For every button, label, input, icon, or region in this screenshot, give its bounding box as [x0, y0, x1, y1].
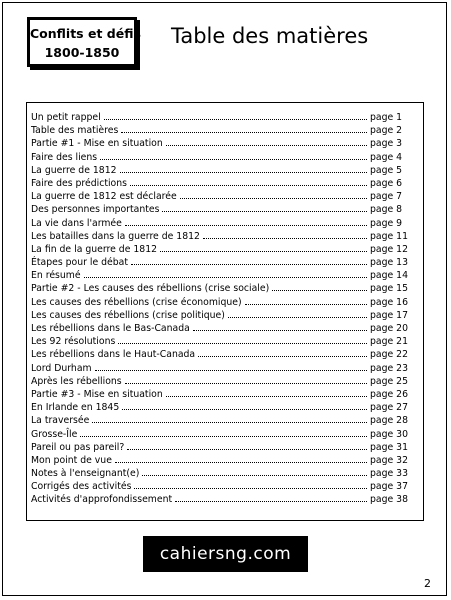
series-title: Conflits et défis	[30, 26, 141, 41]
table-of-contents	[31, 111, 416, 507]
toc-entry-page: page 1	[370, 112, 403, 123]
toc-entry	[31, 322, 416, 335]
dot-leader	[121, 124, 367, 133]
page-number: 2	[424, 577, 431, 590]
toc-entry-title: Table des matières	[31, 125, 119, 137]
dot-leader	[127, 441, 367, 450]
toc-entry	[31, 296, 416, 309]
toc-entry	[31, 217, 416, 230]
dot-leader	[125, 217, 367, 226]
toc-entry-page: page 38	[370, 494, 409, 506]
toc-entry-title: La guerre de 1812	[31, 164, 117, 176]
toc-entry-title: Activités d'approfondissement	[31, 494, 173, 506]
toc-entry-title: La fin de la guerre de 1812	[31, 243, 158, 255]
dot-leader	[203, 230, 367, 239]
toc-entry	[31, 124, 416, 137]
toc-entry-page: page 25	[370, 375, 409, 387]
dot-leader	[180, 190, 367, 199]
toc-entry	[31, 348, 416, 361]
toc-entry-page: page 17	[370, 309, 409, 321]
toc-entry	[31, 493, 416, 506]
toc-entry	[31, 243, 416, 256]
toc-entry-title: En Irlande en 1845	[31, 402, 120, 414]
toc-entry	[31, 164, 416, 177]
toc-entry	[31, 309, 416, 322]
toc-entry-page: page 16	[370, 296, 409, 308]
toc-entry-title: Faire des liens	[31, 151, 98, 163]
toc-entry-page: page 6	[370, 177, 403, 189]
toc-entry-page: page 27	[370, 402, 409, 414]
page-title: Table des matières	[171, 24, 369, 48]
toc-entry-page: page 26	[370, 388, 409, 400]
toc-entry	[31, 203, 416, 216]
toc-entry-title: Partie #2 - Les causes des rébellions (crise sociale)	[31, 283, 270, 295]
toc-entry	[31, 480, 416, 493]
dot-leader	[125, 375, 367, 384]
dot-leader	[166, 388, 367, 397]
dot-leader	[160, 243, 367, 252]
toc-entry	[31, 137, 416, 150]
toc-entry	[31, 428, 416, 441]
site-name: cahiersng.com	[159, 544, 292, 564]
toc-entry-page: page 3	[370, 138, 403, 150]
toc-entry-title: Après les rébellions	[31, 375, 122, 387]
series-years: 1800-1850	[44, 45, 120, 60]
toc-entry	[31, 454, 416, 467]
toc-entry-page: page 8	[370, 204, 403, 216]
dot-leader	[175, 493, 367, 502]
dot-leader	[122, 401, 367, 410]
toc-entry-title: Partie #1 - Mise en situation	[31, 138, 163, 150]
toc-entry-page: page 12	[370, 243, 409, 255]
toc-entry-title: La vie dans l'armée	[31, 217, 122, 229]
dot-leader	[193, 322, 367, 331]
dot-leader	[142, 467, 367, 476]
toc-entry	[31, 467, 416, 480]
toc-entry-page: page 20	[370, 323, 409, 334]
toc-entry	[31, 375, 416, 388]
toc-entry-title: Un petit rappel	[31, 112, 101, 123]
dot-leader	[100, 151, 367, 160]
toc-entry-page: page 5	[370, 164, 403, 176]
toc-entry-title: Les causes des rébellions (crise économique)	[31, 296, 242, 308]
dot-leader	[228, 309, 367, 318]
dot-leader	[130, 177, 367, 186]
toc-entry-title: Pareil ou pas pareil?	[31, 441, 125, 453]
toc-entry-title: Notes à l'enseignant(e)	[31, 468, 140, 480]
toc-entry	[31, 190, 416, 203]
toc-entry-page: page 9	[370, 217, 403, 229]
toc-entry-title: Lord Durham	[31, 362, 92, 374]
toc-entry	[31, 230, 416, 243]
toc-entry	[31, 401, 416, 414]
toc-entry-title: Étapes pour le débat	[31, 257, 129, 269]
toc-entry-title: La traversée	[31, 415, 90, 427]
toc-entry-title: Mon point de vue	[31, 454, 112, 466]
toc-entry-page: page 28	[370, 415, 409, 427]
dot-leader	[198, 348, 367, 357]
dot-leader	[162, 203, 367, 212]
toc-entry-page: page 30	[370, 428, 409, 440]
dot-leader	[272, 282, 367, 291]
toc-entry	[31, 111, 416, 124]
toc-entry	[31, 388, 416, 401]
toc-entry-page: page 37	[370, 481, 409, 493]
dot-leader	[118, 335, 367, 344]
toc-entry-page: page 2	[370, 125, 403, 137]
toc-entry	[31, 362, 416, 375]
toc-entry-page: page 4	[370, 151, 403, 163]
toc-entry	[31, 256, 416, 269]
dot-leader	[104, 111, 367, 120]
toc-entry-page: page 22	[370, 349, 409, 361]
dot-leader	[92, 414, 367, 423]
dot-leader	[131, 256, 367, 265]
toc-entry	[31, 441, 416, 454]
toc-entry-page: page 11	[370, 230, 409, 242]
toc-entry	[31, 335, 416, 348]
toc-entry-page: page 21	[370, 336, 409, 348]
toc-entry-page: page 14	[370, 270, 409, 282]
toc-entry	[31, 177, 416, 190]
toc-entry-page: page 33	[370, 468, 409, 480]
toc-entry	[31, 414, 416, 427]
toc-entry-title: Corrigés des activités	[31, 481, 132, 493]
dot-leader	[95, 362, 367, 371]
dot-leader	[84, 269, 367, 278]
toc-entry-page: page 13	[370, 257, 409, 269]
site-banner	[143, 536, 308, 572]
toc-entry-title: Les batailles dans la guerre de 1812	[31, 230, 200, 242]
toc-entry	[31, 282, 416, 295]
dot-leader	[80, 428, 367, 437]
toc-entry-title: Les rébellions dans le Haut-Canada	[31, 349, 196, 361]
toc-entry-page: page 31	[370, 441, 409, 453]
toc-entry-title: Les 92 résolutions	[31, 336, 116, 348]
toc-entry	[31, 269, 416, 282]
toc-entry-page: page 23	[370, 362, 409, 374]
toc-entry-title: Les rébellions dans le Bas-Canada	[31, 323, 190, 334]
toc-entry	[31, 151, 416, 164]
toc-entry-page: page 7	[370, 191, 403, 203]
toc-entry-page: page 15	[370, 283, 409, 295]
toc-entry-title: La guerre de 1812 est déclarée	[31, 191, 177, 203]
dot-leader	[166, 137, 367, 146]
series-title-box	[27, 17, 141, 67]
toc-entry-title: Des personnes importantes	[31, 204, 160, 216]
dot-leader	[134, 480, 367, 489]
dot-leader	[120, 164, 367, 173]
toc-entry-title: Grosse-Île	[31, 428, 78, 440]
dot-leader	[245, 296, 367, 305]
toc-entry-title: En résumé	[31, 270, 81, 282]
toc-entry-title: Les causes des rébellions (crise politique)	[31, 309, 225, 321]
toc-entry-page: page 32	[370, 454, 409, 466]
dot-leader	[115, 454, 367, 463]
toc-entry-title: Partie #3 - Mise en situation	[31, 388, 163, 400]
toc-entry-title: Faire des prédictions	[31, 177, 127, 189]
